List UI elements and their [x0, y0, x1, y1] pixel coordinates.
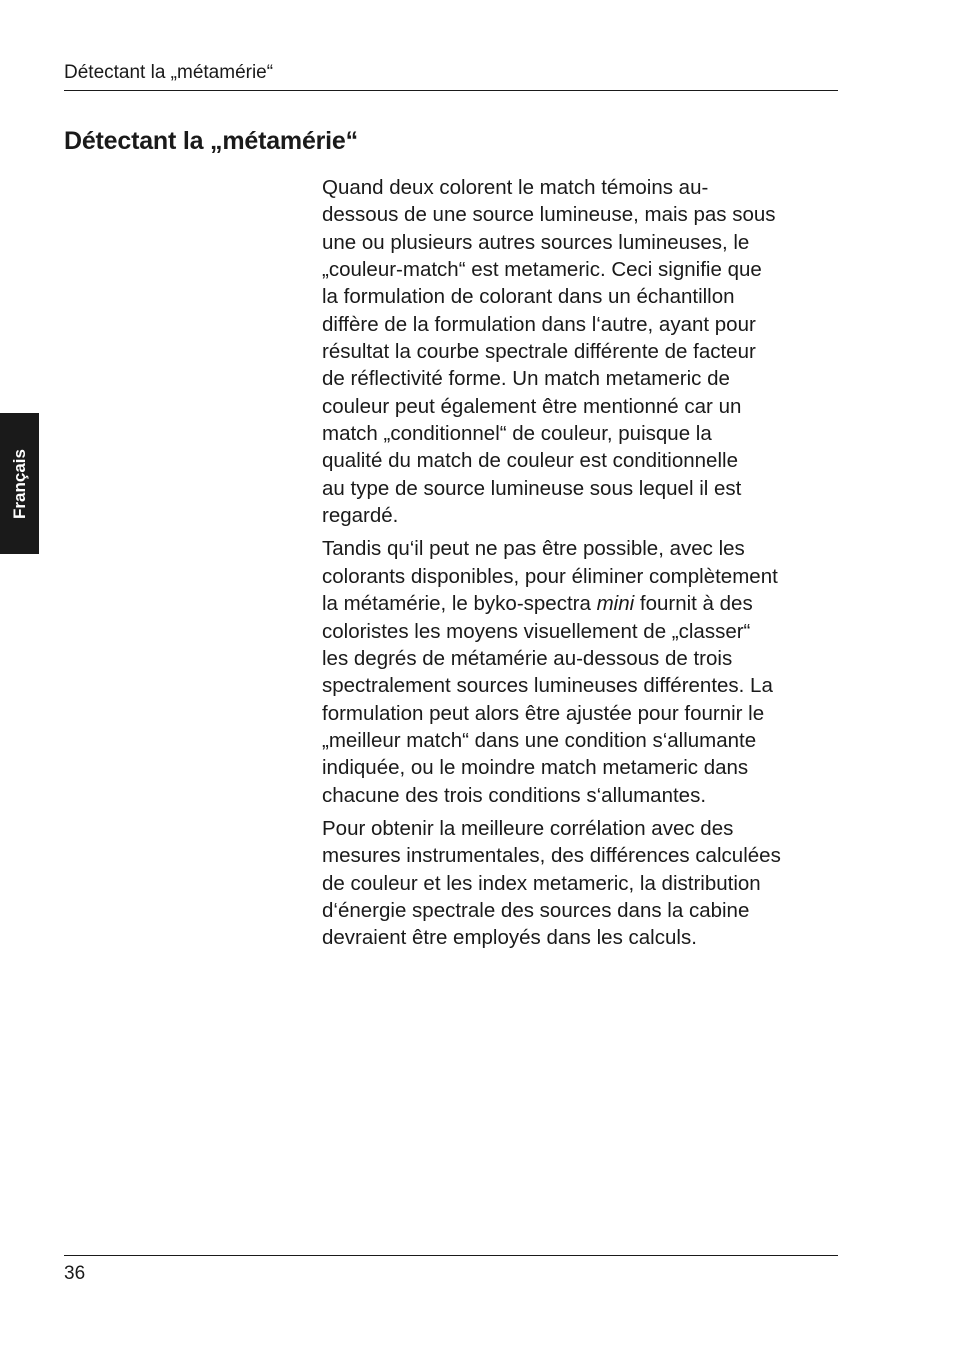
language-tab-label: Français [9, 448, 29, 519]
paragraph-2 [322, 535, 838, 808]
footer-divider [64, 1255, 838, 1256]
header-divider [64, 90, 838, 91]
running-header: Détectant la „métamérie“ [64, 62, 274, 83]
language-tab [0, 413, 39, 554]
page-number: 36 [64, 1263, 86, 1284]
body-text [322, 174, 838, 958]
paragraph-2-part-2: fournit à des coloristes les moyens visuellement de „classer“ les degrés de métamérie au-dessous de trois spectralement sources lumineuses différentes. La formulation peut alors être ajustée pour fournir le „meilleur match“ dans une condition s‘allumante indiquée, ou le moindre match metameric dans chacune des trois conditions s‘allumantes. [322, 592, 773, 807]
product-name-italic: mini [596, 592, 635, 616]
paragraph-1: Quand deux colorent le match témoins au- dessous de une source lumineuse, mais pas sous une ou plusieurs autres sources lumineuses, le „couleur-match“ est metameric. Ceci signifie que la formulation de colorant dans un échantillon diffère de la formulation dans l‘autre, ayant pour résultat la courbe spectrale différente de facteur de réflectivité forme. Un match metameric de couleur peut également être mentionné car un match „conditionnel“ de couleur, puisque la qualité du match de couleur est conditionnelle au type de source lumineuse sous lequel il est regardé. [322, 176, 776, 528]
paragraph-3: Pour obtenir la meilleure corrélation avec des mesures instrumentales, des différences calculées de couleur et les index metameric, la distribution d‘énergie spectrale des sources dans la cabine devraient être employés dans les calculs. [322, 816, 781, 950]
paragraph-2-part-1: Tandis qu‘il peut ne pas être possible, avec les colorants disponibles, pour éliminer complètement la métamérie, le byko-spectra [322, 537, 778, 616]
page-title: Détectant la „métamérie“ [64, 127, 358, 155]
